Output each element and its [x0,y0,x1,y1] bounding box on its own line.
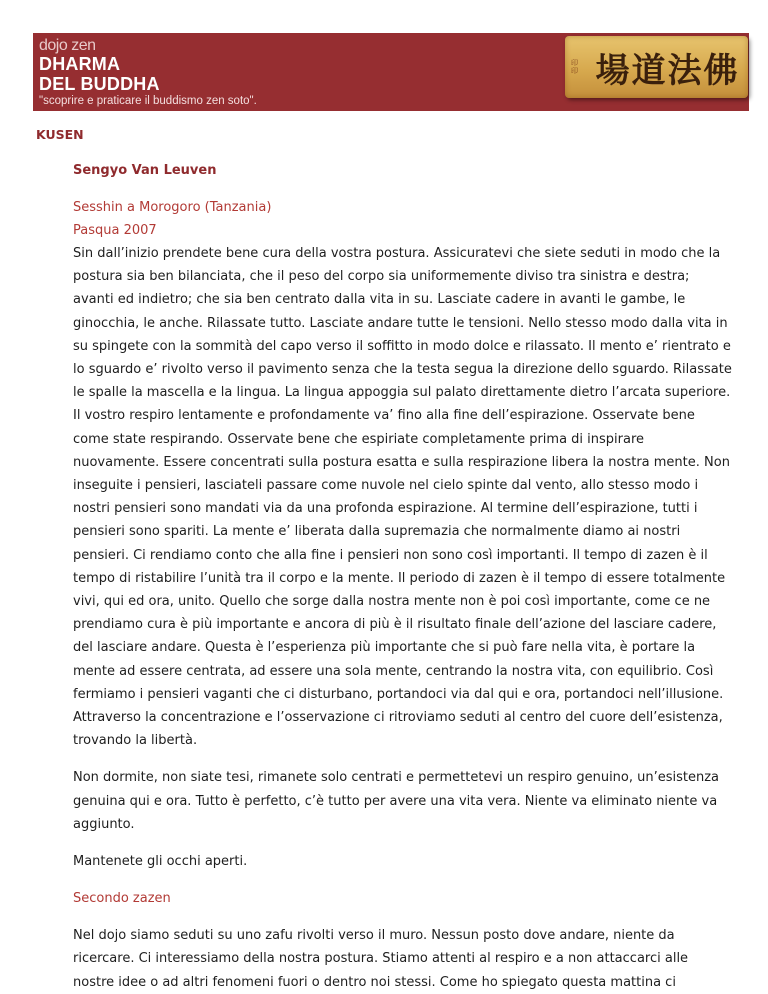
paragraph-2: Non dormite, non siate tesi, rimanete solo centrati e permettetevi un respiro genuino, un’esistenza genuina qui e ora. Tutto è perfetto, c’è tutto per avere una vita vera. Niente va eliminato niente va aggiunto. [73,770,720,832]
calligraphy-plaque [565,36,748,98]
logo-line-dharma: DHARMA [39,54,121,74]
section-heading-secondo-zazen: Secondo zazen [73,891,171,907]
author-name: Sengyo Van Leuven [73,163,217,178]
seal-stamp-icon: 印 印 [571,59,578,75]
plaque-calligraphy: 場道法佛 [595,50,740,91]
article-body [73,163,733,994]
banner-tagline: "scoprire e praticare il buddismo zen soto". [39,95,257,107]
event-location: Sesshin a Morogoro (Tanzania) [73,200,272,215]
logo-line-dojo-zen: dojo zen [39,37,96,54]
paragraph-1: Sin dall’inizio prendete bene cura della vostra postura. Assicuratevi che siete seduti in modo che la postura sia ben bilanciata, che il peso del corpo sia uniformemente diviso tra sinistra e destra; avanti ed indietro; che sia ben centrato dalla vita in su. Lasciate cadere in avanti le gambe, le ginocchia, le anche. Rilassate tutto. Lasciate andare tutte le tensioni. Nello stesso modo dalla vita in su spingete con la sommità del capo verso il soffitto in modo dolce e rilassato. Il mento e’ rientrato e lo sguardo e’ rivolto verso il pavimento senza che la testa segua la direzione dello sguardo. Rilassate le spalle la mascella e la lingua. La lingua appoggia sul palato direttamente dietro l’arcata superiore. Il vostro respiro lentamente e profondamente va’ fino alla fine dell’espirazione. Osservate bene come state respirando. Osservate bene che espiriate completamente prima di inspirare nuovamente. Essere concentrati sulla postura esatta e sulla respirazione libera la nostra mente. Non inseguite i pensieri, lasciateli passare come nuvole nel cielo spinte dal vento, allo stesso modo i nostri pensieri sono mandati via da una profonda espirazione. Al termine dell’espirazione, tutti i pensieri sono spariti. La mente e’ liberata dalla supremazia che normalmente diamo ai nostri pensieri. Ci rendiamo conto che alla fine i pensieri non sono così importanti. Il tempo di zazen è il tempo di ristabilire l’unità tra il corpo e la mente. Il periodo di zazen è il tempo di essere totalmente vivi, qui ed ora, unito. Quello che sorge dalla nostra mente non è poi così importante, come ce ne prendiamo cura è più importante e ancora di più è il risultato finale dell’azione del lasciare cadere, del lasciare andare. Questa è l’esperienza più importante che si può fare nella vita, è portare la mente ad essere centrata, ad essere una sola mente, centrando la nostra vita, con equilibrio. Così fermiamo i pensieri vaganti che ci disturbano, portandoci via dal qui e ora, portandoci nell’illusione. Attraverso la concentrazione e l’osservazione ci ritroviamo seduti al centro del cuore dell’esistenza, trovando la libertà. [73,246,732,749]
paragraph-3: Mantenete gli occhi aperti. [73,854,248,870]
paragraph-4: Nel dojo siamo seduti su uno zafu rivolti verso il muro. Nessun posto dove andare, niente da ricercare. Ci interessiamo della nostra postura. Stiamo attenti al respiro e a non attaccarci alle nostre idee o ad altri fenomeni fuori o dentro noi stessi. Come ho spiegato questa mattina ci [73,928,689,990]
event-date: Pasqua 2007 [73,223,157,238]
logo-line-del-buddha: DEL BUDDHA [39,74,160,94]
section-label: KUSEN [36,127,84,142]
